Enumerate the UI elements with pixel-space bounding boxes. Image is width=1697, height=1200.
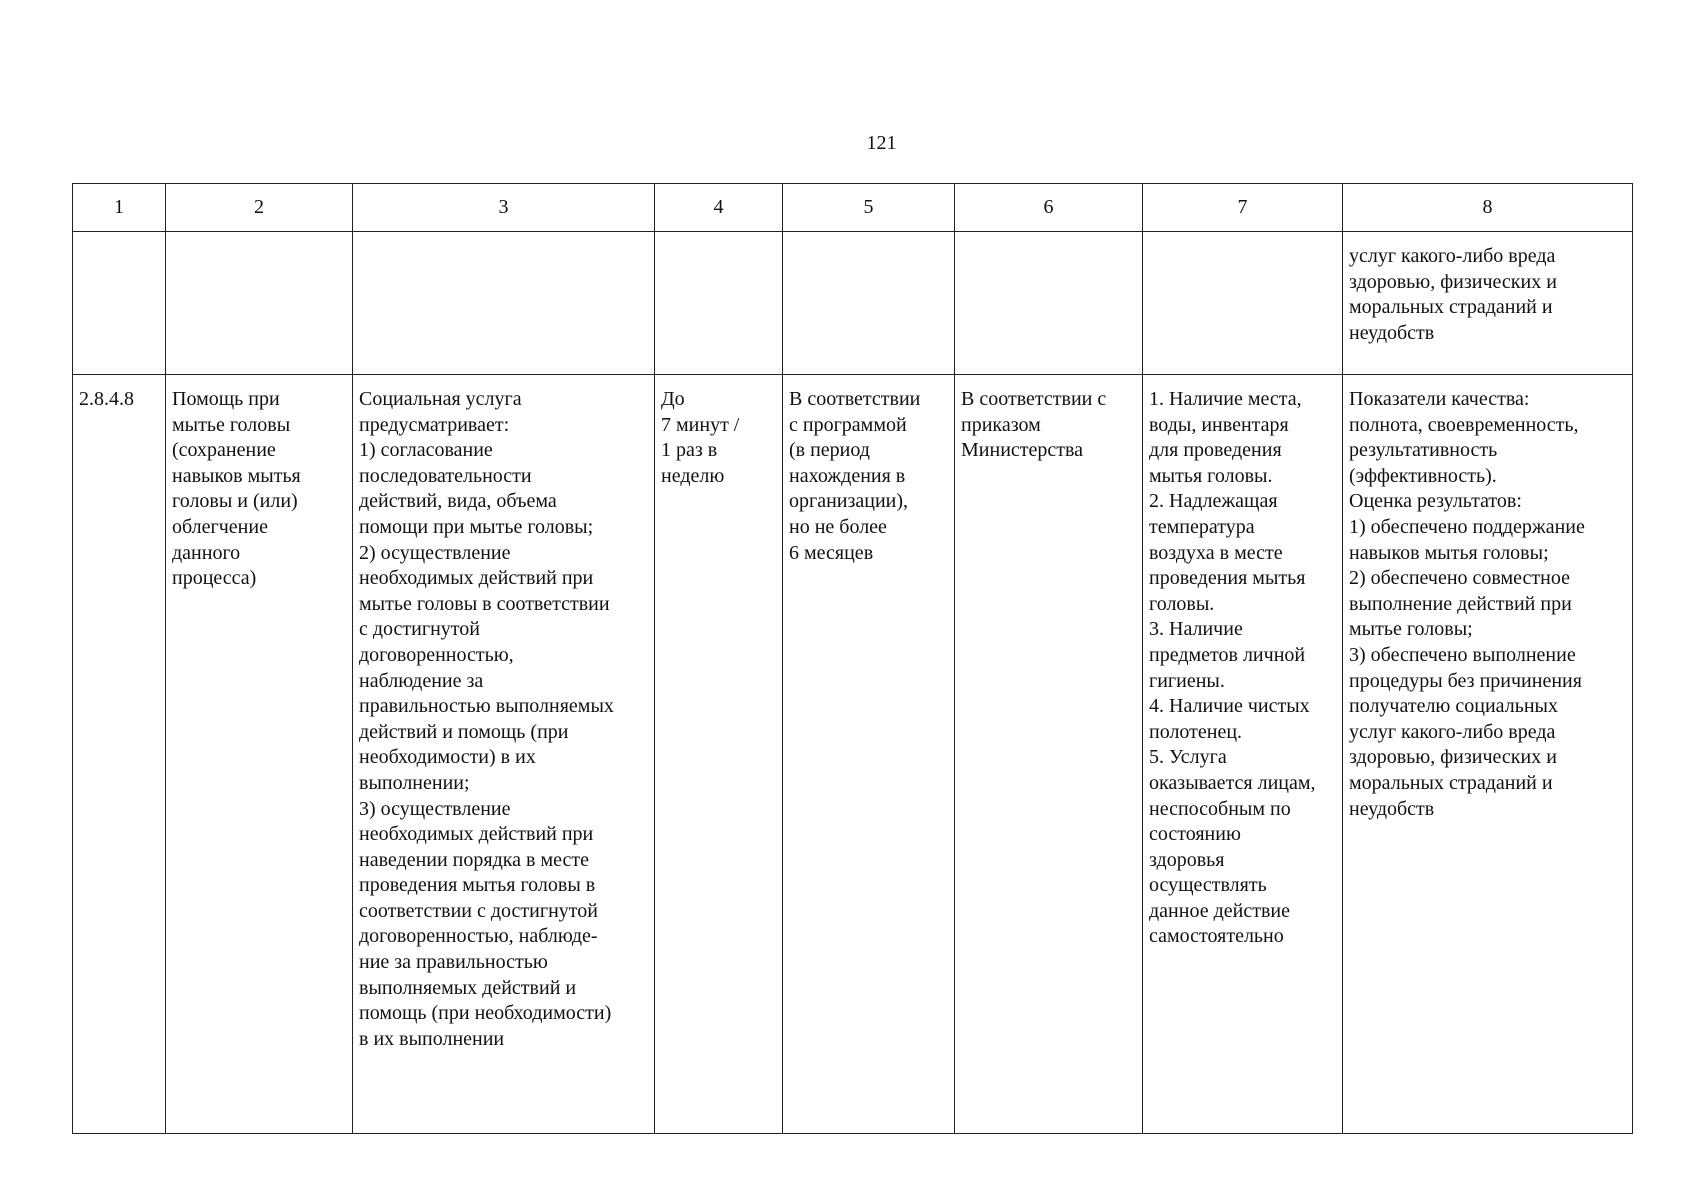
cell-conditions (1143, 232, 1343, 375)
cell-service-name (166, 232, 353, 375)
cell-quality-indicators: Показатели качества: полнота, своевременность, результативность (эффективность). Оценка результатов: 1) обеспечено поддержание навыков мытья головы; 2) обеспечено совместное выполнение действий при мытье головы; 3) обеспечено выполнение процедуры без причинения получателю социальных услуг какого-либо вреда здоровью, физических и моральных страданий и неудобств (1343, 375, 1633, 1134)
cell-tariff (955, 232, 1143, 375)
cell-code: 2.8.4.8 (73, 375, 166, 1134)
table-header-row (73, 184, 1633, 232)
cell-service-name: Помощь при мытье головы (сохранение навыков мытья головы и (или) облегчение данного процесса) (166, 375, 353, 1134)
header-cell-col-8: 8 (1343, 184, 1633, 232)
header-cell-col-2: 2 (166, 184, 353, 232)
cell-conditions: 1. Наличие места, воды, инвентаря для проведения мытья головы. 2. Надлежащая температура воздуха в месте проведения мытья головы. 3. Наличие предметов личной гигиены. 4. Наличие чистых полотенец. 5. Услуга оказывается лицам, неспособным по состоянию здоровья осуществлять данное действие самостоятельно (1143, 375, 1343, 1134)
cell-description: Социальная услуга предусматривает: 1) согласование последовательности действий, вида, объема помощи при мытье головы; 2) осуществление необходимых действий при мытье головы в соответствии с достигнутой договоренностью, наблюдение за правильностью выполняемых действий и помощь (при необходимости) в их выполнении; 3) осуществление необходимых действий при наведении порядка в месте проведения мытья головы в соответствии с достигнутой договоренностью, наблюде- ние за правильностью выполняемых действий и помощь (при необходимости) в их выполнении (353, 375, 655, 1134)
header-cell-col-4: 4 (655, 184, 783, 232)
cell-tariff: В соответствии с приказом Министерства (955, 375, 1143, 1134)
cell-description (353, 232, 655, 375)
cell-code (73, 232, 166, 375)
page-number: 121 (866, 132, 897, 154)
cell-term (783, 232, 955, 375)
cell-volume: До 7 минут / 1 раз в неделю (655, 375, 783, 1134)
services-table (72, 183, 1633, 1134)
header-cell-col-1: 1 (73, 184, 166, 232)
header-cell-col-7: 7 (1143, 184, 1343, 232)
cell-volume (655, 232, 783, 375)
header-cell-col-5: 5 (783, 184, 955, 232)
table-row-continued (73, 232, 1633, 375)
header-cell-col-6: 6 (955, 184, 1143, 232)
header-cell-col-3: 3 (353, 184, 655, 232)
cell-term: В соответствии с программой (в период нахождения в организации), но не более 6 месяцев (783, 375, 955, 1134)
table-row-service-2-8-4-8 (73, 375, 1633, 1134)
cell-quality-indicators: услуг какого-либо вреда здоровью, физических и моральных страданий и неудобств (1343, 232, 1633, 375)
